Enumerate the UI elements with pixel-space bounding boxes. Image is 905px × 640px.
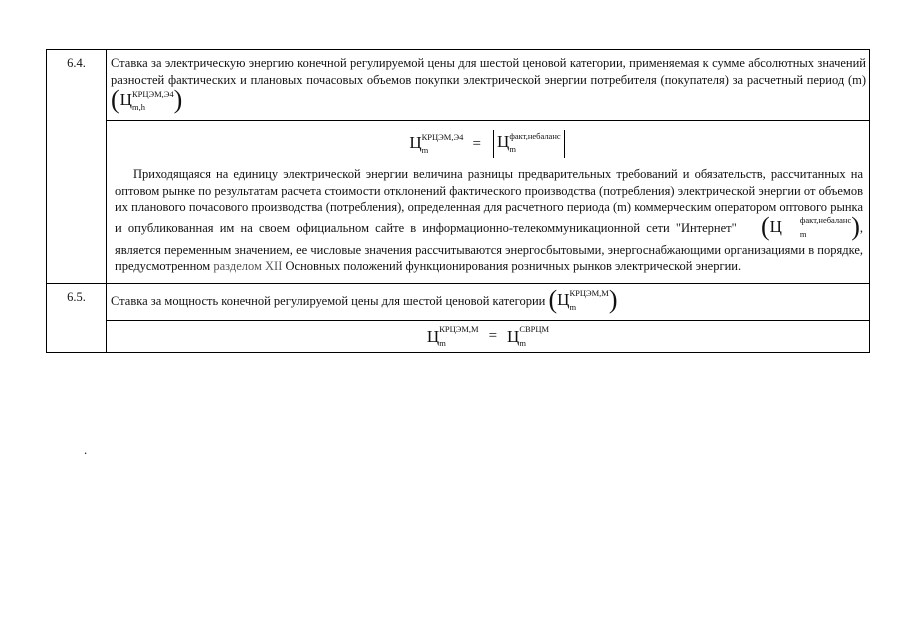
formula-subscript: m,h [131,102,145,112]
paragraph-formula: (Ц факт,небаланс m ) [760,211,860,241]
item-number: 6.4. [47,50,107,284]
table-row [47,283,870,320]
item-heading-cell [107,283,870,320]
equals-sign: = [488,328,498,344]
formula-rhs: Ц СВРЦМ m [507,324,550,348]
table-row [47,50,870,121]
formula-superscript: КРЦЭМ,Э4 [131,88,174,99]
heading-formula: (Ц КРЦЭМ,Э4 m,h ) [111,85,183,114]
formula-block [111,121,866,166]
equals-sign: = [472,135,481,152]
item-body-cell [107,121,870,284]
section-link[interactable]: разделом XII [213,259,283,273]
formula-lhs: Ц КРЦЭМ,Э4 m [409,131,464,156]
item-number: 6.5. [47,283,107,352]
formula-lhs: Ц КРЦЭМ,М m [426,324,479,348]
item-heading: Ставка за электрическую энергию конечной регулируемой цены для шестой ценовой категории, применяемая к сумме абсолютных значений разностей фактических и плановых почасовых объемов покупки электрической энергии потребителя (покупателя) за расчетный период (m) [111,56,866,87]
explanation-paragraph: Приходящаяся на единицу электрической энергии величина разницы предварительных требований и обязательств, рассчитанных на оптовом рынке по результатам расчета стоимости отклонений фактического производства (потребления) электрической энергии от объемов их планового почасового производства (потребления), определенная для расчетного периода (m) коммерческим оператором оптового рынка и опубликованная им на своем официальном сайте в информационно-телекоммуникационной сети "Интернет" (Ц факт,небаланс m ), является переменным значением, ее числовые значения рассчитываются энергосбытовыми, энергоснабжающими организациями в порядке, предусмотренном разделом XII Основных положений функционирования розничных рынков электрической энергии. [115,167,864,273]
table-row [47,320,870,352]
trailing-period: . [84,442,88,457]
item-heading-cell [107,50,870,121]
heading-formula: (Ц КРЦЭМ,М m ) [548,284,618,314]
formula-rhs: Ц факт,небаланс m [490,130,568,158]
table-row [47,121,870,284]
item-heading: Ставка за мощность конечной регулируемой цены для шестой ценовой категории [111,293,546,308]
formula-block [107,320,870,352]
formula-symbol: Ц [119,89,132,109]
tariff-table [46,49,870,353]
